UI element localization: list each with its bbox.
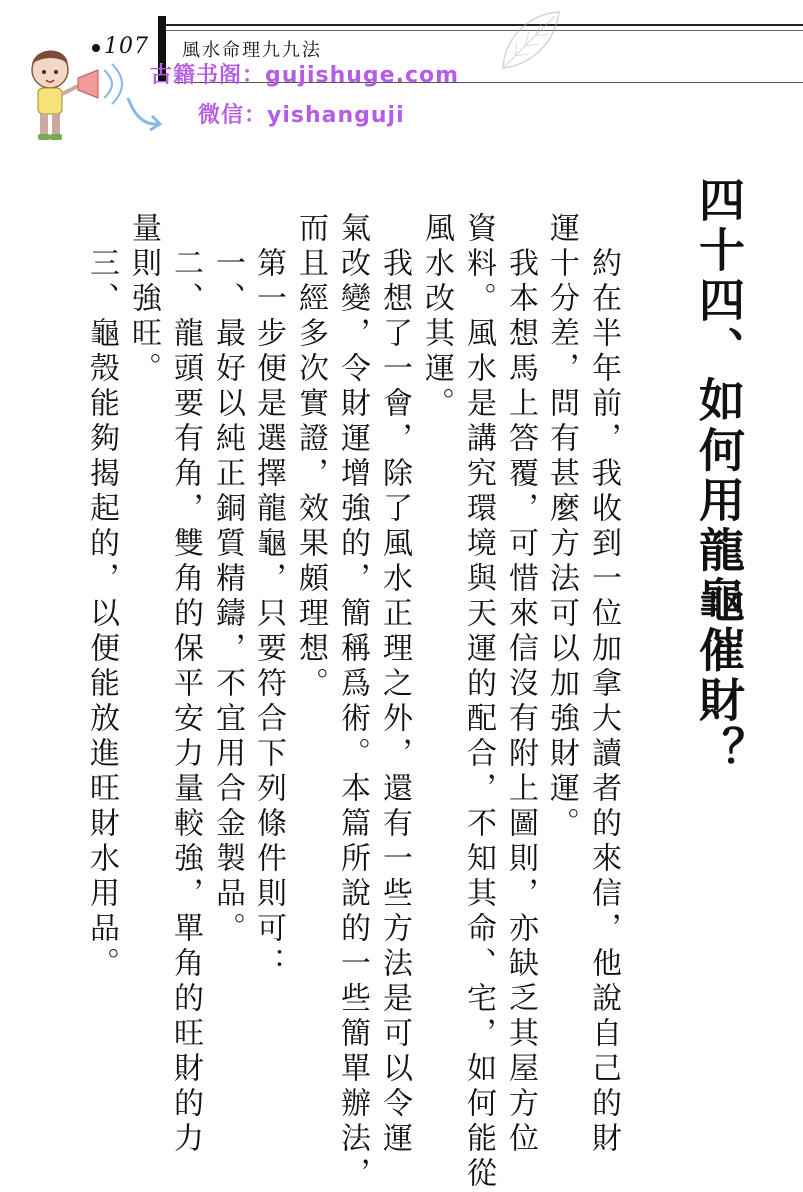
page-number: 107 bbox=[104, 34, 149, 59]
body-column: 資料。風水是講究環境與天運的配合，不知其命、宅，如何能從 bbox=[461, 212, 496, 1192]
body-column: 運十分差，問有甚麼方法可以加強財運。 bbox=[544, 212, 579, 842]
header-rule-top bbox=[160, 24, 803, 26]
body-column: 我本想馬上答覆，可惜來信沒有附上圖則，亦缺乏其屋方位 bbox=[503, 212, 538, 1157]
body-column: 我想了一會，除了風水正理之外，還有一些方法是可以令運 bbox=[377, 212, 412, 1157]
watermark-wechat: 微信：yishanguji bbox=[198, 103, 405, 128]
header-rule-top-thin bbox=[160, 30, 803, 31]
body-column: 而且經多次實證，效果頗理想。 bbox=[293, 212, 328, 702]
body-column: 一、最好以純正銅質精鑄，不宜用合金製品。 bbox=[210, 212, 245, 947]
body-column: 氣改變，令財運增強的，簡稱爲術。本篇所說的一些簡單辦法， bbox=[335, 212, 370, 1192]
body-column: 風水改其運。 bbox=[419, 212, 454, 422]
body-column: 量則強旺。 bbox=[126, 212, 161, 387]
watermark-site: 古籍书阁：gujishuge.com bbox=[150, 63, 460, 88]
mascot-watermark-icon bbox=[8, 40, 168, 150]
body-column: 約在半年前，我收到一位加拿大讀者的來信，他說自己的財 bbox=[586, 212, 621, 1157]
leaf-decoration-icon bbox=[495, 6, 565, 76]
body-column: 三、龜殼能夠揭起的，以便能放進旺財水用品。 bbox=[84, 212, 119, 982]
body-column: 二、龍頭要有角，雙角的保平安力量較強，單角的旺財的力 bbox=[168, 212, 203, 1157]
body-column: 第一步便是選擇龍龜，只要符合下列條件則可： bbox=[251, 212, 286, 982]
running-title: 風水命理九九法 bbox=[182, 40, 322, 61]
chapter-title: 四十四、如何用龍龜催財？ bbox=[692, 176, 746, 776]
